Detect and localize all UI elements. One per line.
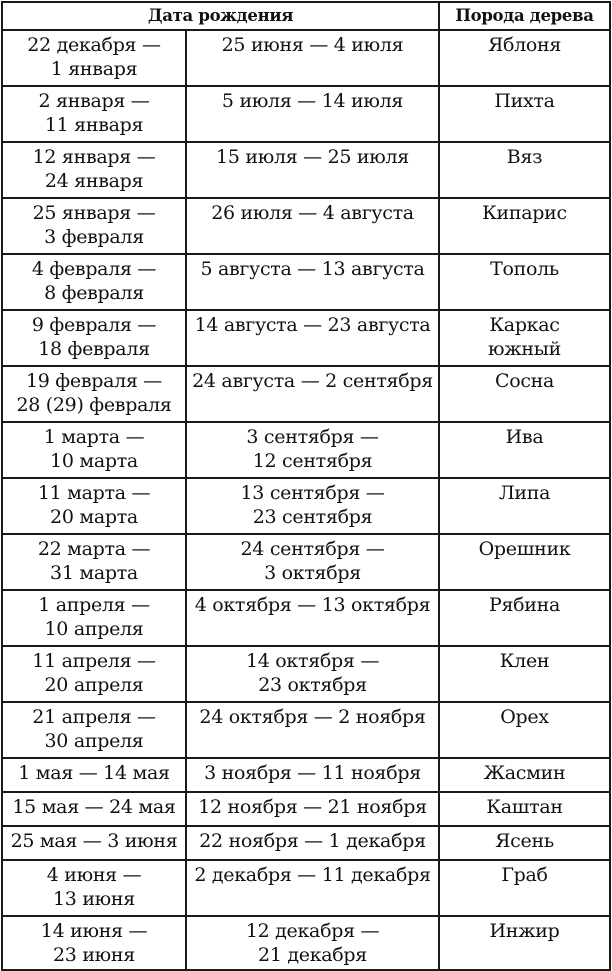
period-second-cell (186, 142, 439, 198)
tree-cell (439, 366, 610, 422)
tree-cell (439, 916, 610, 970)
period-first: 11 марта — 20 марта (37, 482, 151, 528)
period-first: 19 февраля — 28 (29) февраля (16, 370, 172, 416)
period-second: 26 июля — 4 августа (211, 202, 414, 224)
period-first-cell (2, 590, 186, 646)
period-second: 14 октября — 23 октября (245, 650, 380, 696)
period-first: 11 апреля — 20 апреля (32, 650, 156, 696)
table-row (2, 534, 610, 590)
period-first: 25 мая — 3 июня (10, 830, 178, 852)
tree-cell (439, 590, 610, 646)
period-second: 22 ноября — 1 декабря (199, 830, 426, 852)
period-first-cell (2, 198, 186, 254)
period-first: 2 января — 11 января (38, 90, 150, 136)
period-second-cell (186, 702, 439, 758)
period-second: 2 декабря — 11 декабря (194, 864, 431, 886)
period-second-cell (186, 478, 439, 534)
period-second: 25 июня — 4 июля (221, 34, 404, 56)
birth-tree-table (1, 1, 611, 971)
tree-cell (439, 478, 610, 534)
tree-name: Кипарис (482, 202, 567, 224)
tree-name: Рябина (488, 594, 561, 616)
period-first-cell (2, 646, 186, 702)
period-second-cell (186, 826, 439, 860)
tree-cell (439, 860, 610, 916)
period-first: 1 марта — 10 марта (43, 426, 145, 472)
period-second: 13 сентября — 23 сентября (240, 482, 385, 528)
period-first: 12 января — 24 января (32, 146, 156, 192)
period-first: 21 апреля — 30 апреля (32, 706, 156, 752)
period-second: 4 октября — 13 октября (194, 594, 431, 616)
period-first-cell (2, 826, 186, 860)
period-first-cell (2, 310, 186, 366)
tree-cell (439, 310, 610, 366)
tree-cell (439, 826, 610, 860)
period-second-cell (186, 916, 439, 970)
table-row (2, 254, 610, 310)
period-first: 4 февраля — 8 февраля (31, 258, 157, 304)
period-first-cell (2, 142, 186, 198)
period-first: 1 апреля — 10 апреля (38, 594, 150, 640)
table-row (2, 758, 610, 792)
table-row (2, 142, 610, 198)
table-row (2, 366, 610, 422)
period-first: 25 января — 3 февраля (32, 202, 156, 248)
period-first-cell (2, 30, 186, 86)
period-second-cell (186, 30, 439, 86)
period-first-cell (2, 792, 186, 826)
table-row (2, 422, 610, 478)
tree-name: Вяз (506, 146, 543, 168)
period-second-cell (186, 860, 439, 916)
tree-name: Каштан (486, 796, 563, 818)
table-row (2, 826, 610, 860)
period-second: 24 октября — 2 ноября (199, 706, 426, 728)
table-row (2, 86, 610, 142)
period-second: 5 августа — 13 августа (200, 258, 425, 280)
tree-name: Тополь (490, 258, 559, 280)
period-first-cell (2, 254, 186, 310)
period-second: 3 ноября — 11 ноября (204, 762, 421, 784)
period-second: 14 августа — 23 августа (194, 314, 431, 336)
tree-name: Ива (505, 426, 544, 448)
table-row (2, 916, 610, 970)
tree-cell (439, 534, 610, 590)
period-second: 12 декабря — 21 декабря (245, 920, 380, 966)
period-first-cell (2, 534, 186, 590)
tree-cell (439, 86, 610, 142)
period-first: 22 декабря — 1 января (27, 34, 161, 80)
period-second-cell (186, 310, 439, 366)
period-second: 15 июля — 25 июля (216, 146, 409, 168)
period-first: 22 марта — 31 марта (37, 538, 151, 584)
period-first: 15 мая — 24 мая (12, 796, 176, 818)
table-row (2, 590, 610, 646)
table-row (2, 702, 610, 758)
period-second: 3 сентября — 12 сентября (246, 426, 379, 472)
tree-cell (439, 702, 610, 758)
period-second-cell (186, 758, 439, 792)
period-second-cell (186, 86, 439, 142)
period-second-cell (186, 590, 439, 646)
period-second: 5 июля — 14 июля (221, 90, 404, 112)
tree-name: Ясень (495, 830, 554, 852)
header-tree-type: Порода дерева (439, 2, 610, 30)
table-row (2, 310, 610, 366)
period-second-cell (186, 366, 439, 422)
period-first-cell (2, 366, 186, 422)
period-first-cell (2, 860, 186, 916)
tree-name: Граб (501, 864, 548, 886)
period-first-cell (2, 422, 186, 478)
period-first: 1 мая — 14 мая (18, 762, 170, 784)
table-row (2, 30, 610, 86)
period-second-cell (186, 198, 439, 254)
period-first: 9 февраля — 18 февраля (31, 314, 157, 360)
tree-name: Яблоня (487, 34, 562, 56)
tree-cell (439, 30, 610, 86)
table-row (2, 198, 610, 254)
period-second: 12 ноября — 21 ноября (198, 796, 427, 818)
period-first-cell (2, 86, 186, 142)
tree-cell (439, 792, 610, 826)
header-birth-date: Дата рождения (2, 2, 439, 30)
period-second-cell (186, 792, 439, 826)
period-second-cell (186, 534, 439, 590)
tree-cell (439, 142, 610, 198)
period-second-cell (186, 254, 439, 310)
tree-name: Липа (498, 482, 551, 504)
tree-name: Каркас южный (488, 314, 561, 360)
table-header-row (2, 2, 610, 30)
tree-name: Пихта (494, 90, 555, 112)
period-first-cell (2, 478, 186, 534)
period-first-cell (2, 758, 186, 792)
tree-cell (439, 646, 610, 702)
table-row (2, 860, 610, 916)
tree-cell (439, 758, 610, 792)
tree-name: Клен (499, 650, 550, 672)
period-first-cell (2, 916, 186, 970)
period-first-cell (2, 702, 186, 758)
tree-name: Орех (500, 706, 549, 728)
period-first: 4 июня — 13 июня (46, 864, 142, 910)
period-second: 24 августа — 2 сентября (192, 370, 433, 392)
tree-cell (439, 422, 610, 478)
tree-name: Сосна (494, 370, 555, 392)
period-second-cell (186, 422, 439, 478)
tree-name: Инжир (489, 920, 560, 942)
period-first: 14 июня — 23 июня (40, 920, 148, 966)
period-second: 24 сентября — 3 октября (240, 538, 385, 584)
tree-name: Жасмин (483, 762, 566, 784)
period-second-cell (186, 646, 439, 702)
tree-name: Орешник (478, 538, 571, 560)
table-row (2, 792, 610, 826)
tree-cell (439, 254, 610, 310)
table-row (2, 478, 610, 534)
table-row (2, 646, 610, 702)
tree-cell (439, 198, 610, 254)
